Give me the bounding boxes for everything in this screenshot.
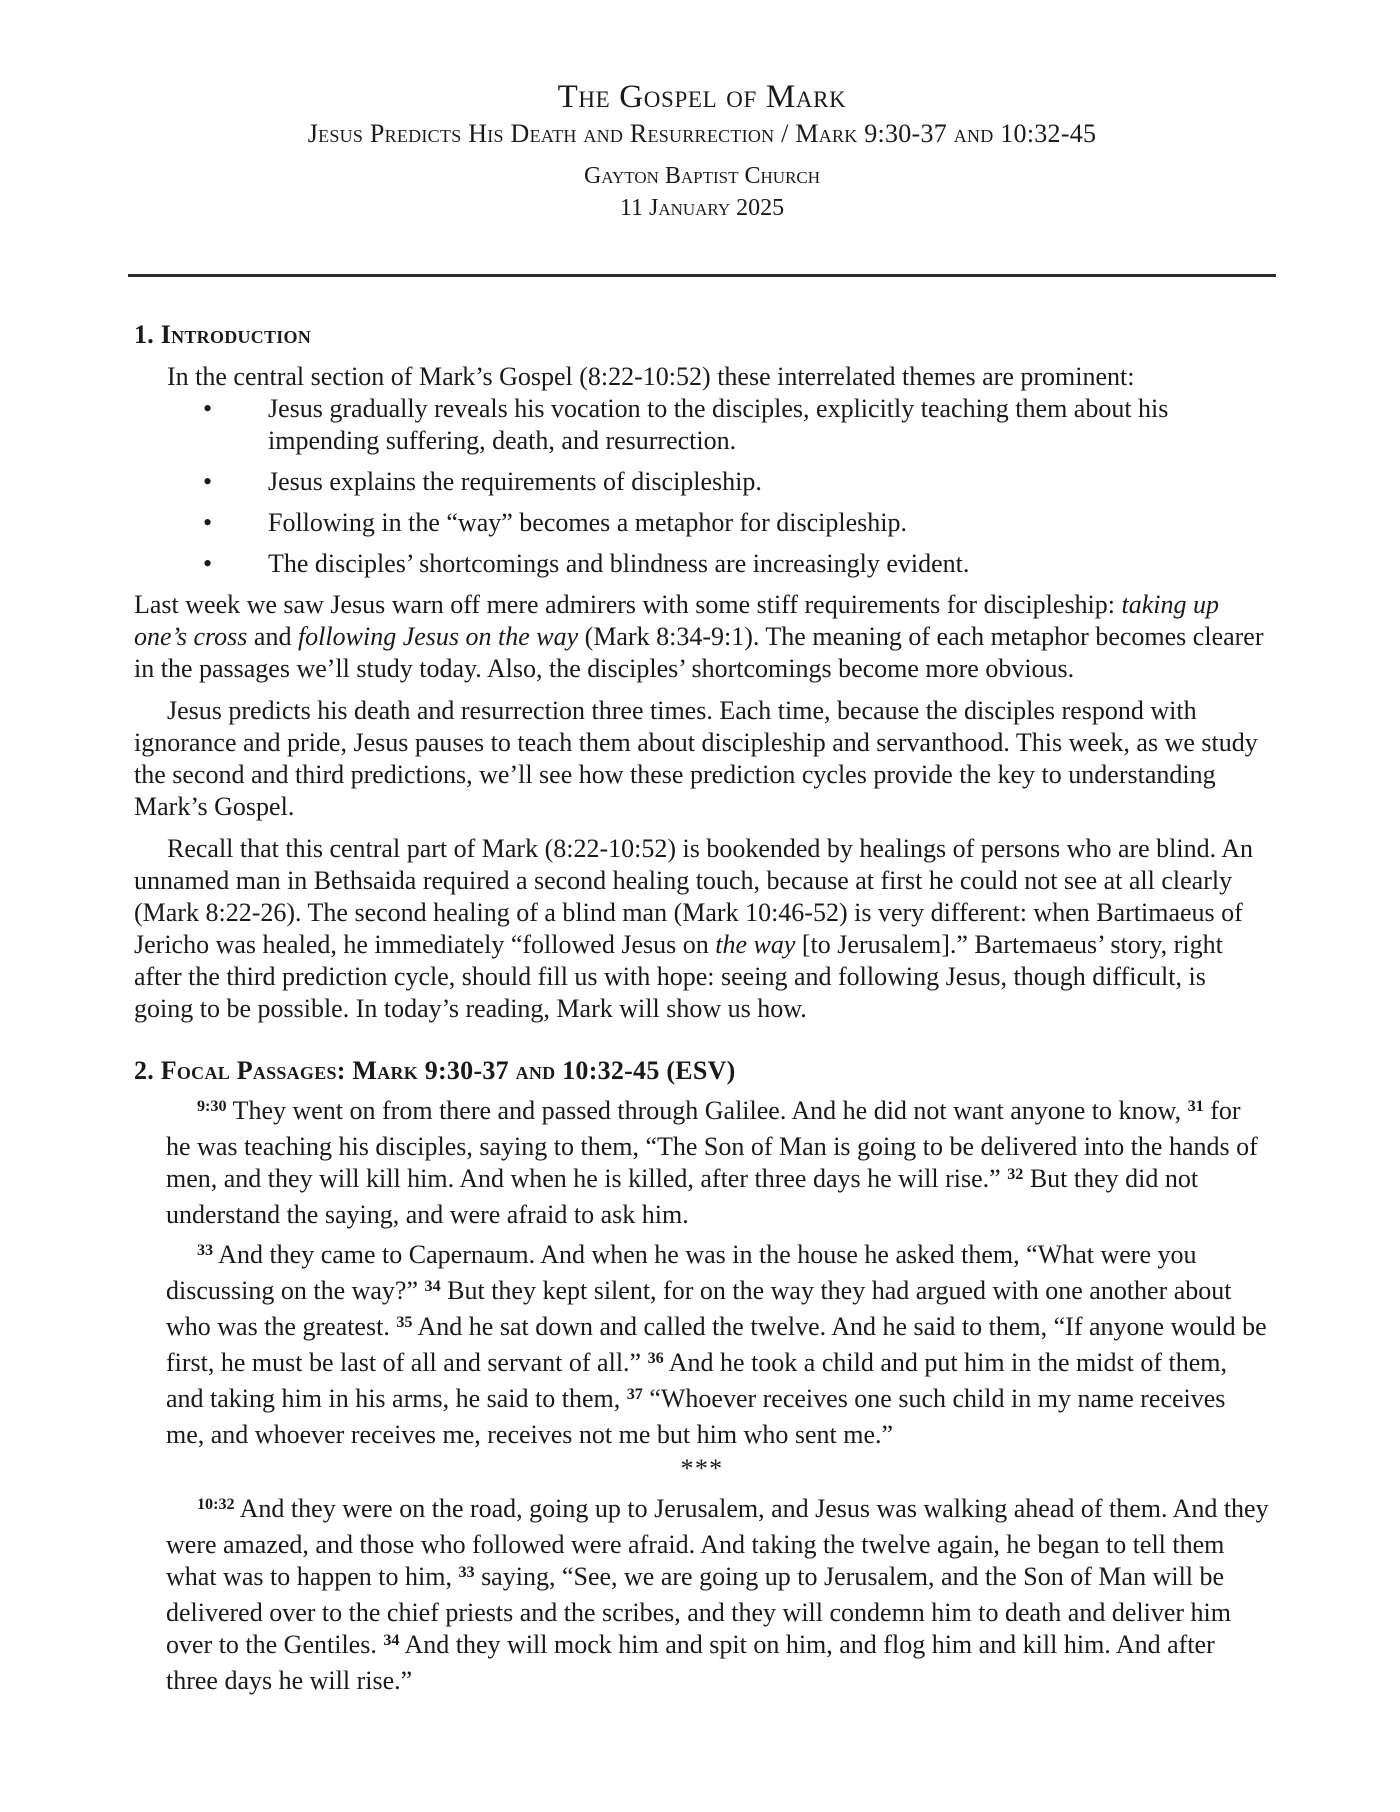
passage-mark-9-30-32: $^{9:30}$ They went on from there and passed through Galilee. And he did not want anyone to know, $^{31}$ for he was teaching his disciples, saying to them, “The Son of Man is going to be delivered into the hands of men, and they will kill him. And when he is killed, after three days he will rise.” $^{32}$ But they did not understand the saying, and were afraid to ask him. [166,1096,1258,1229]
document-header [134,76,1270,224]
list-item: • The disciples’ shortcomings and blindness are increasingly evident. [203,548,1270,580]
section-1-heading: 1. Introduction [134,320,312,349]
passage-separator: *** [680,1454,724,1483]
themes-list [134,393,1270,580]
section-focal-passages [134,1055,1270,1697]
list-item: • Jesus explains the requirements of discipleship. [203,466,1270,498]
intro-lead-paragraph: In the central section of Mark’s Gospel (8:22-10:52) these interrelated themes are prominent: [167,362,1135,391]
header-divider [128,274,1276,277]
paragraph-last-week: Last week we saw Jesus warn off mere admirers with some stiff requirements for discipleship: taking up one’s cross and following Jesus on the way (Mark 8:34-9:1). The meaning of each metaphor becomes clearer in the passages we’ll study today. Also, the disciples’ shortcomings become more obvious. [134,590,1264,683]
paragraph-predictions: Jesus predicts his death and resurrection three times. Each time, because the disciples respond with ignorance and pride, Jesus pauses to teach them about discipleship and servanthood. This week, as we study the second and third predictions, we’ll see how these prediction cycles provide the key to understanding Mark’s Gospel. [134,696,1258,821]
document-subtitle: Jesus Predicts His Death and Resurrection / Mark 9:30-37 and 10:32-45 [307,119,1097,148]
passage-mark-10-32-34: $^{10:32}$ And they were on the road, going up to Jerusalem, and Jesus was walking ahead of them. And they were amazed, and those who followed were afraid. And taking the twelve again, he began to tell them what was to happen to him, $^{33}$ saying, “See, we are going up to Jerusalem, and the Son of Man will be delivered over to the chief priests and the scribes, and they will condemn him to death and deliver him over to the Gentiles. $^{34}$ And they will mock him and spit on him, and flog him and kill him. And after three days he will rise.” [166,1494,1269,1695]
section-introduction [134,319,1270,1025]
section-2-heading: 2. Focal Passages: Mark 9:30-37 and 10:32-45 (ESV) [134,1056,736,1085]
passage-mark-9-33-37: $^{33}$ And they came to Capernaum. And when he was in the house he asked them, “What were you discussing on the way?” $^{34}$ But they kept silent, for on the way they had argued with one another about who was the greatest. $^{35}$ And he sat down and called the twelve. And he said to them, “If anyone would be first, he must be last of all and servant of all.” $^{36}$ And he took a child and put him in the midst of them, and taking him in his arms, he said to them, $^{37}$ “Whoever receives one such child in my name receives me, and whoever receives me, receives not me but him who sent me.” [166,1240,1267,1449]
document-date: 11 January 2025 [619,195,785,221]
list-item: • Jesus gradually reveals his vocation to the disciples, explicitly teaching them about his impending suffering, death, and resurrection. [203,393,1270,457]
church-name: Gayton Baptist Church [583,163,821,189]
paragraph-recall: Recall that this central part of Mark (8:22-10:52) is bookended by healings of persons who are blind. An unnamed man in Bethsaida required a second healing touch, because at first he could not see at all clearly (Mark 8:22-26). The second healing of a blind man (Mark 10:46-52) is very different: when Bartimaeus of Jericho was healed, he immediately “followed Jesus on the way [to Jerusalem].” Bartemaeus’ story, right after the third prediction cycle, should fill us with hope: seeing and following Jesus, though difficult, is going to be possible. In today’s reading, Mark will show us how. [134,834,1253,1023]
document-title: The Gospel of Mark [557,79,847,115]
list-item: • Following in the “way” becomes a metaphor for discipleship. [203,507,1270,539]
